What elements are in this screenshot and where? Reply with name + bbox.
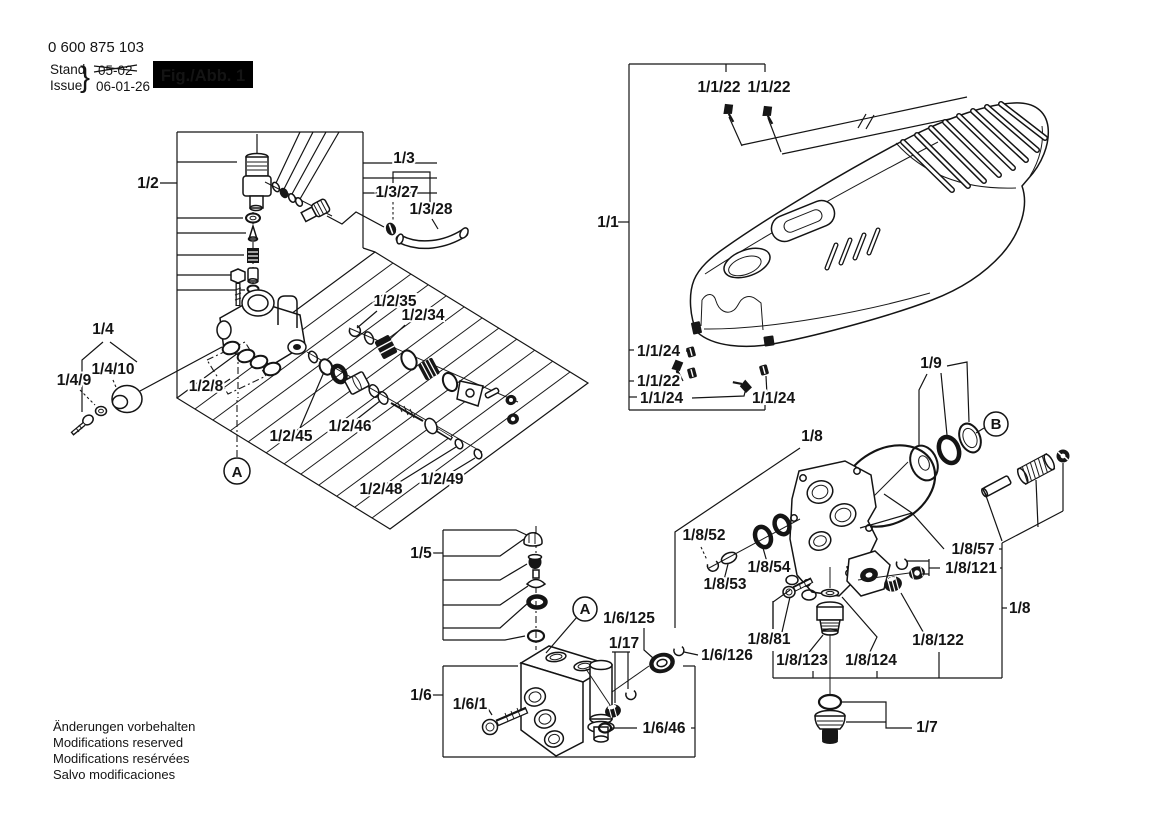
- callout-1-2-35: 1/2/35: [373, 293, 417, 310]
- acorn-nut: [524, 532, 542, 546]
- footer-line-en: Modifications reserved: [53, 735, 184, 750]
- callout-1-3-27: 1/3/27: [375, 184, 419, 201]
- title-block: [48, 39, 253, 94]
- retaining-clip: [1057, 450, 1070, 463]
- group-1-8-pump-head: [675, 428, 1070, 744]
- callout-1-1-24-c: 1/1/24: [752, 390, 796, 407]
- callout-1-8-52: 1/8/52: [682, 527, 726, 544]
- callout-1-8-57: 1/8/57: [951, 541, 995, 558]
- group-1-6-pump-body: [410, 597, 753, 757]
- view-a2-letter: A: [579, 601, 591, 618]
- callout-1-8-121: 1/8/121: [945, 560, 997, 577]
- callout-1-2: 1/2: [137, 175, 159, 192]
- callout-1-2-48: 1/2/48: [359, 481, 403, 498]
- callout-1-3-28: 1/3/28: [409, 201, 453, 218]
- seal-1-6-125: [647, 650, 677, 676]
- cover-top-screws: [720, 102, 781, 152]
- callout-1-6-46: 1/6/46: [642, 720, 686, 737]
- callout-1-8-53: 1/8/53: [703, 576, 747, 593]
- callout-1-8-81: 1/8/81: [747, 631, 791, 648]
- callout-1-6-1: 1/6/1: [452, 696, 488, 713]
- valve-cone: [527, 570, 545, 588]
- callout-1-8-122: 1/8/122: [912, 632, 964, 649]
- callout-1-7: 1/7: [916, 719, 938, 736]
- footer-line-es: Salvo modificaciones: [53, 767, 176, 782]
- piston-chain: [307, 350, 483, 460]
- callout-1-6-126: 1/6/126: [701, 647, 753, 664]
- group-1-2-valve-assembly: [137, 132, 588, 529]
- view-b-letter: B: [990, 416, 1002, 433]
- roller-washer: [96, 407, 107, 416]
- group-1-5-valve-column: [410, 526, 545, 650]
- valve-parts-column: [246, 212, 260, 296]
- callout-1-3: 1/3: [393, 150, 415, 167]
- pump-manifold-body: [521, 646, 614, 756]
- callout-1-8-123: 1/8/123: [776, 652, 828, 669]
- callout-1-8: 1/8: [801, 428, 823, 445]
- hose-elbow-connector: [243, 134, 271, 211]
- hose-tube: [396, 226, 470, 244]
- group-1-1-cover: [597, 64, 1048, 410]
- figure-label: Fig./Abb. 1: [160, 67, 246, 85]
- valve-seal-ring: [529, 597, 546, 608]
- callout-1-8-54: 1/8/54: [747, 559, 791, 576]
- part-number: 0 600 875 103: [48, 39, 144, 56]
- footer-notes: [53, 719, 195, 782]
- issue-label: Issue: [50, 78, 83, 93]
- quick-connect-fitting: [300, 198, 384, 227]
- roller-screw: [72, 413, 95, 434]
- old-revision-date: 05-02: [98, 63, 133, 78]
- callout-1-4: 1/4: [92, 321, 114, 338]
- detail-view-a-marker: [224, 400, 250, 484]
- footer-line-fr: Modifications resérvées: [53, 751, 190, 766]
- callout-1-2-46: 1/2/46: [328, 418, 372, 435]
- view-a-letter: A: [231, 464, 243, 481]
- callout-1-1-24-a: 1/1/24: [637, 343, 681, 360]
- group-1-3-hose: [375, 150, 469, 245]
- callout-1-2-34: 1/2/34: [401, 307, 445, 324]
- callout-1-17: 1/17: [608, 635, 640, 652]
- group-1-7-adapter: [815, 695, 938, 744]
- callout-1-9: 1/9: [920, 355, 942, 372]
- callout-1-1: 1/1: [597, 214, 619, 231]
- callout-1-2-45: 1/2/45: [269, 428, 313, 445]
- detail-view-a2-marker: [546, 597, 597, 653]
- callout-1-1-22-b: 1/1/22: [747, 79, 791, 96]
- revision-brace: }: [80, 61, 91, 94]
- callout-1-8-right: 1/8: [1009, 600, 1031, 617]
- new-revision-date: 06-01-26: [96, 79, 151, 94]
- callout-1-1-24-b: 1/1/24: [640, 390, 684, 407]
- clip-1-6-126: [673, 646, 685, 656]
- callout-1-1-22-a: 1/1/22: [697, 79, 741, 96]
- callout-1-2-8: 1/2/8: [188, 378, 224, 395]
- roller-wheel: [112, 386, 142, 413]
- stand-label: Stand: [50, 62, 86, 77]
- callout-1-5: 1/5: [410, 545, 432, 562]
- callout-1-1-22-c: 1/1/22: [637, 373, 681, 390]
- callout-1-8-124: 1/8/124: [845, 652, 897, 669]
- pump-head-casting: [786, 461, 890, 600]
- group-1-9-seal-kit: [905, 355, 1008, 485]
- footer-line-de: Änderungen vorbehalten: [53, 719, 196, 734]
- callout-1-6-125: 1/6/125: [603, 610, 655, 627]
- callout-1-6: 1/6: [410, 687, 432, 704]
- hose-clamp: [384, 221, 398, 237]
- cover-housing: [690, 103, 1048, 347]
- valve-cartridge-chain: [348, 325, 520, 426]
- callout-1-2-49: 1/2/49: [420, 471, 464, 488]
- callout-1-4-10: 1/4/10: [91, 361, 135, 378]
- callout-1-4-9: 1/4/9: [56, 372, 92, 389]
- valve-grommet: [529, 555, 542, 569]
